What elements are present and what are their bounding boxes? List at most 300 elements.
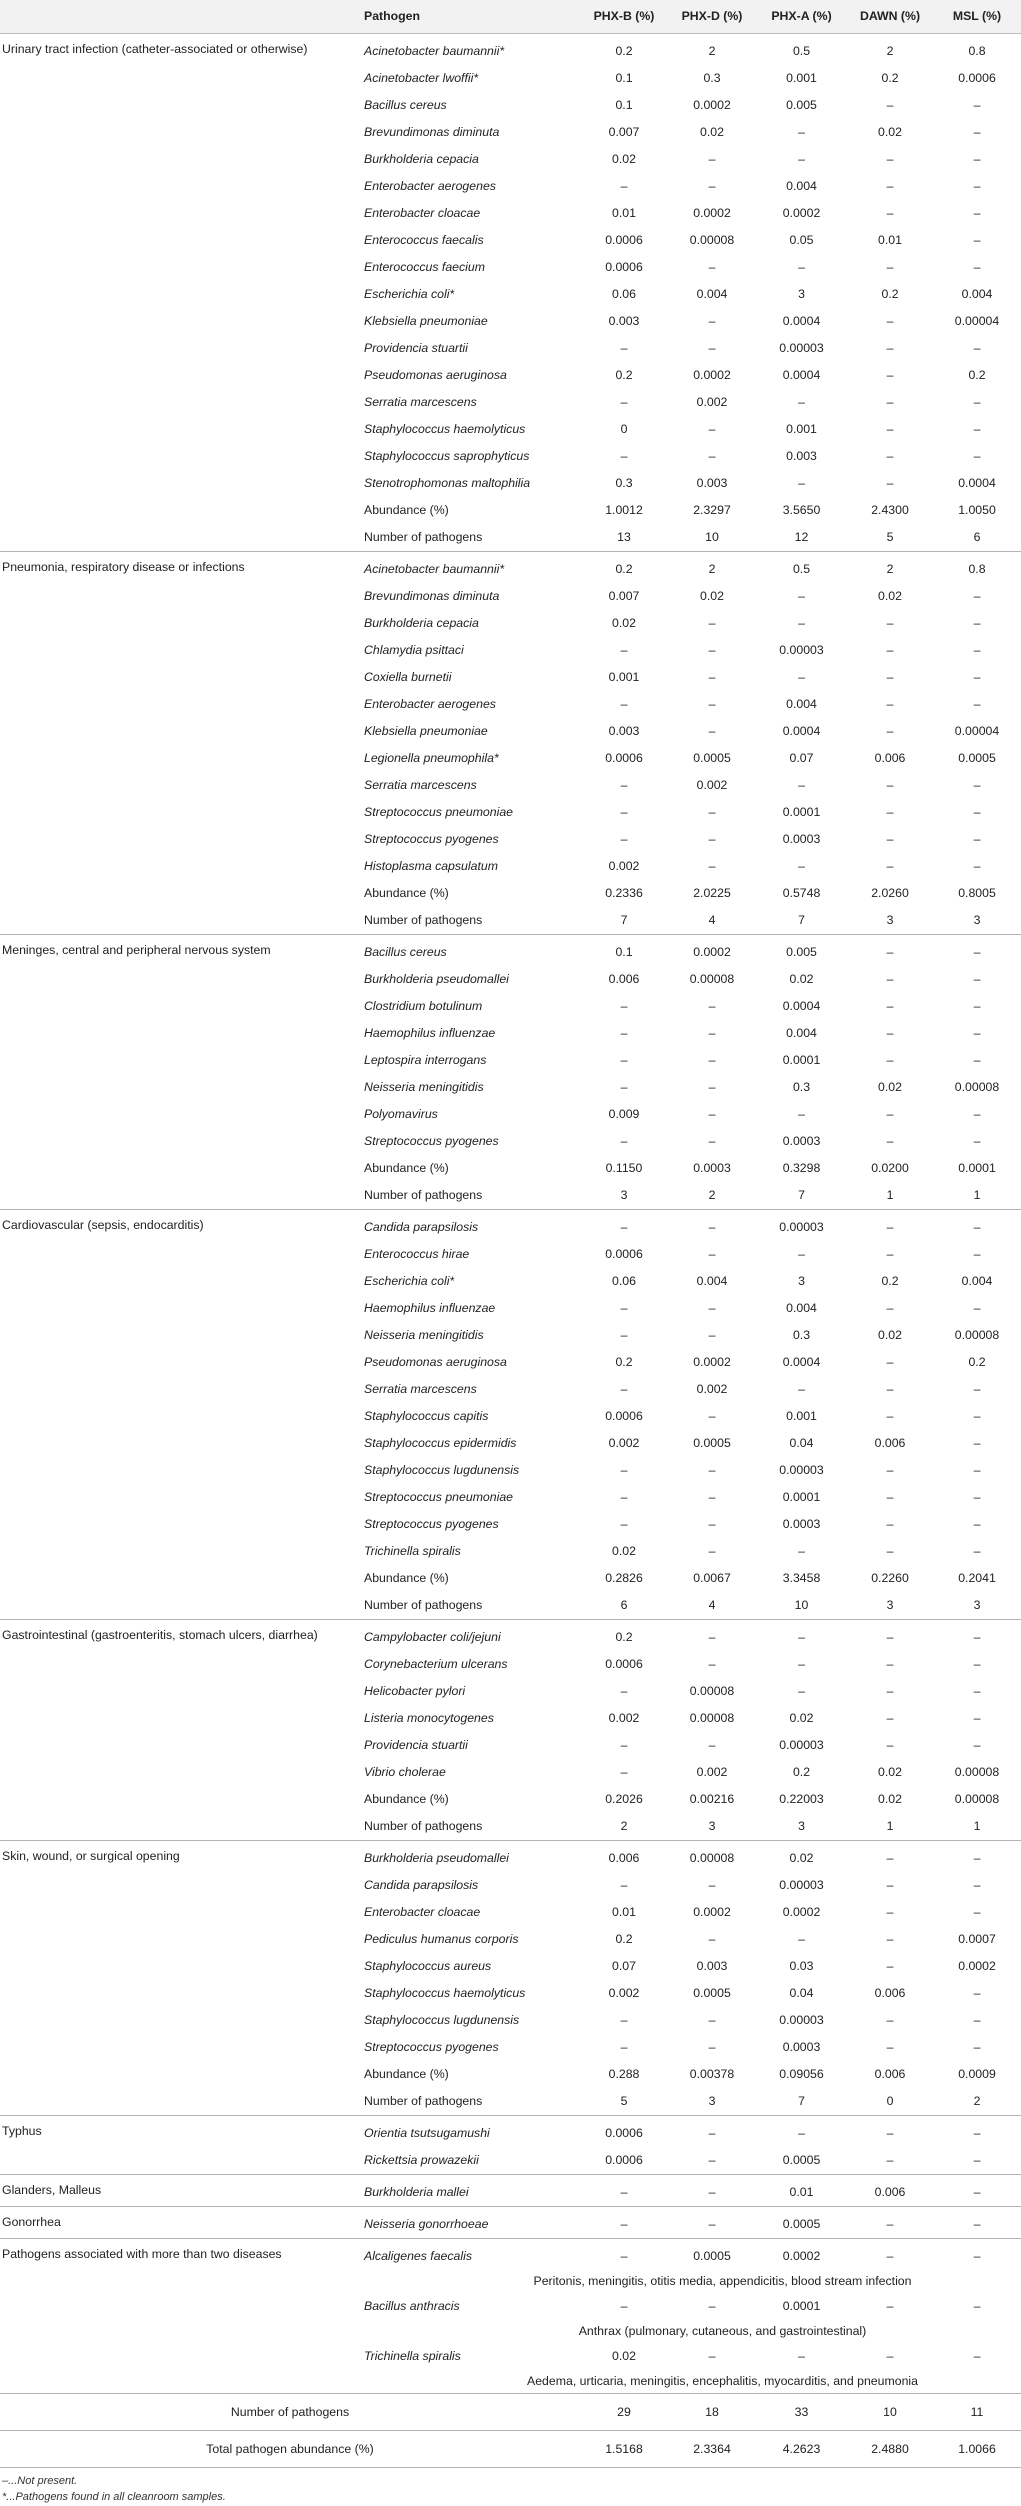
value-phx-b: – (620, 449, 628, 464)
total-phx-d: 18 (668, 2394, 756, 2431)
value-dawn: – (886, 1409, 894, 1424)
value-phx-d: – (708, 1490, 716, 1505)
value-phx-d: – (668, 1210, 756, 1242)
value-dawn: – (886, 395, 894, 410)
value-phx-a: 0.001 (786, 71, 817, 86)
value-phx-b: 0 (620, 422, 628, 437)
value-dawn: 0.2 (881, 71, 899, 86)
value-phx-d: – (708, 2040, 716, 2055)
value-phx-b: 0.0006 (605, 751, 643, 766)
pathogen-name: Acinetobacter lwoffii* (364, 71, 479, 86)
value-phx-b: – (620, 805, 628, 820)
table-row (0, 308, 1021, 335)
footnote-not-present: –...Not present. (2, 2475, 78, 2487)
value-phx-d: – (708, 449, 716, 464)
total-phx-b: 29 (580, 2394, 668, 2431)
value-phx-d: – (708, 1026, 716, 1041)
value-phx-d: 0.004 (696, 1274, 728, 1289)
value-phx-b: 0.06 (612, 287, 636, 302)
value-phx-b: 0.0006 (605, 2153, 643, 2168)
value-phx-d: – (708, 1932, 716, 1947)
disease-cell (0, 200, 364, 227)
value-phx-a: 3 (798, 1819, 805, 1834)
value-dawn: – (886, 1301, 894, 1316)
disease-cell (0, 1047, 364, 1074)
pathogen-name: Number of pathogens (364, 530, 483, 545)
value-msl: – (933, 1210, 1021, 1242)
value-phx-d: 2.3297 (693, 503, 731, 518)
disease-category: Meninges, central and peripheral nervous system (0, 935, 364, 967)
table-row (0, 1841, 1021, 1873)
pathogen-name: Enterobacter cloacae (364, 206, 481, 221)
disease-cell (0, 65, 364, 92)
value-dawn: 0.006 (874, 751, 906, 766)
value-msl: 0.2041 (958, 1571, 996, 1586)
value-dawn: – (847, 1210, 933, 1242)
table-row (0, 907, 1021, 935)
disease-cell (0, 993, 364, 1020)
disease-category: Typhus (0, 2116, 364, 2148)
totals-row (0, 2394, 1021, 2431)
pathogen-name: Staphylococcus capitis (364, 1409, 489, 1424)
value-dawn: – (847, 1841, 933, 1873)
value-msl: 0.004 (961, 1274, 993, 1289)
pathogen-name: Burkholderia pseudomallei (364, 1841, 580, 1873)
value-dawn: – (886, 206, 894, 221)
value-phx-d: 0.0005 (693, 751, 731, 766)
value-dawn: – (886, 2040, 894, 2055)
disease-cell (0, 610, 364, 637)
disease-category: Pathogens associated with more than two diseases (0, 2239, 364, 2271)
value-phx-b: – (620, 697, 628, 712)
value-phx-d: 0.00008 (689, 972, 735, 987)
value-phx-d: 0.002 (696, 1382, 728, 1397)
value-phx-d: 0.0002 (693, 98, 731, 113)
value-msl: 0.00004 (954, 314, 1000, 329)
value-phx-b: 0.07 (612, 1959, 636, 1974)
value-msl: – (973, 1684, 981, 1699)
value-phx-b: 0.02 (612, 616, 636, 631)
table-row (0, 416, 1021, 443)
value-phx-a: – (798, 1932, 805, 1947)
value-dawn: 0.02 (878, 1080, 902, 1095)
table-row (0, 2088, 1021, 2116)
value-phx-d: – (708, 2299, 716, 2314)
value-phx-d: – (708, 1080, 716, 1095)
value-phx-d: – (708, 152, 716, 167)
pathogen-name: Abundance (%) (364, 1792, 449, 1807)
table-row (0, 2175, 1021, 2207)
table-row (0, 1759, 1021, 1786)
value-dawn: – (886, 152, 894, 167)
table-row (0, 1295, 1021, 1322)
value-dawn: 0.0200 (871, 1161, 909, 1176)
value-dawn: 0.006 (847, 2175, 933, 2207)
disease-cell (0, 1128, 364, 1155)
value-phx-a: 0.0003 (782, 832, 821, 847)
value-phx-a: 0.0003 (782, 1517, 821, 1532)
value-phx-d: 0.0005 (693, 1986, 731, 2001)
table-row (0, 1705, 1021, 1732)
disease-cell (0, 1899, 364, 1926)
value-phx-b: 5 (620, 2094, 628, 2109)
disease-cell (0, 1872, 364, 1899)
value-phx-b: 0.001 (608, 670, 640, 685)
value-msl: 0.00008 (954, 1080, 1000, 1095)
total-dawn: 10 (847, 2394, 933, 2431)
value-msl: – (933, 2175, 1021, 2207)
value-phx-b: 0.01 (612, 1905, 636, 1920)
disease-category: Cardiovascular (sepsis, endocarditis) (0, 1210, 364, 1242)
table-row (0, 966, 1021, 993)
value-phx-d: 0.003 (696, 1959, 728, 1974)
value-msl: 1 (973, 1819, 981, 1834)
value-phx-b: 0.02 (612, 152, 636, 167)
disease-cell (0, 1565, 364, 1592)
table-row (0, 1376, 1021, 1403)
value-phx-a: 0.3 (792, 1080, 811, 1095)
value-msl: – (973, 2349, 981, 2364)
value-phx-a: – (798, 476, 805, 491)
table-row (0, 92, 1021, 119)
value-phx-a: 0.03 (789, 1959, 814, 1974)
totals-label: Number of pathogens (0, 2394, 580, 2431)
value-phx-d: 0.00008 (689, 233, 735, 248)
value-phx-d: – (708, 179, 716, 194)
pathogen-name: Neisseria meningitidis (364, 1328, 484, 1343)
value-msl: – (973, 260, 981, 275)
table-row (0, 1538, 1021, 1565)
header-phx-d: PHX-D (%) (668, 0, 756, 34)
value-phx-b: 0.01 (612, 206, 636, 221)
table-row (0, 1678, 1021, 1705)
disease-cell (0, 1403, 364, 1430)
disease-cell (0, 745, 364, 772)
value-dawn: – (886, 1878, 894, 1893)
pathogen-name: Number of pathogens (364, 913, 483, 928)
table-row (0, 552, 1021, 584)
disease-cell (0, 1511, 364, 1538)
pathogen-name: Burkholderia cepacia (364, 152, 479, 167)
value-msl: – (933, 935, 1021, 967)
pathogen-name: Abundance (%) (364, 1161, 449, 1176)
disease-association-row (0, 2320, 1021, 2343)
value-phx-b: – (620, 179, 628, 194)
pathogen-name: Providencia stuartii (364, 341, 468, 356)
value-phx-d: – (708, 422, 716, 437)
value-dawn: 0.02 (878, 1792, 902, 1807)
value-phx-b: 0.0006 (605, 260, 643, 275)
value-phx-a: – (798, 778, 805, 793)
value-phx-a: 0.5 (756, 34, 847, 66)
table-row (0, 745, 1021, 772)
value-phx-d: – (708, 1134, 716, 1149)
pathogen-name: Serratia marcescens (364, 1382, 477, 1397)
table-row (0, 1872, 1021, 1899)
disease-category: Gonorrhea (0, 2207, 364, 2239)
value-msl: – (973, 206, 981, 221)
disease-cell (0, 583, 364, 610)
value-msl: – (973, 1053, 981, 1068)
value-msl: 0.0005 (958, 751, 996, 766)
disease-cell (0, 966, 364, 993)
value-phx-d: – (668, 2116, 756, 2148)
table-row (0, 935, 1021, 967)
value-dawn: – (886, 1247, 894, 1262)
value-phx-a: 0.2 (792, 1765, 811, 1780)
table-row (0, 119, 1021, 146)
table-row (0, 826, 1021, 853)
disease-cell (0, 416, 364, 443)
table-row (0, 1953, 1021, 1980)
value-phx-d: 0.002 (696, 395, 728, 410)
disease-association-row (0, 2270, 1021, 2293)
value-dawn: – (886, 1107, 894, 1122)
value-msl: – (973, 449, 981, 464)
table-row (0, 1430, 1021, 1457)
value-phx-a: 0.005 (756, 935, 847, 967)
value-phx-a: – (798, 670, 805, 685)
value-phx-b: – (620, 1382, 628, 1397)
value-msl: – (973, 778, 981, 793)
disease-cell (0, 1349, 364, 1376)
pathogen-name: Acinetobacter baumannii* (364, 34, 580, 66)
value-phx-a: 0.02 (789, 1711, 814, 1726)
value-phx-d: – (668, 2175, 756, 2207)
value-phx-b: 0.003 (608, 314, 640, 329)
value-dawn: 0.006 (874, 1436, 906, 1451)
value-msl: – (973, 972, 981, 987)
value-phx-b: – (580, 2239, 668, 2271)
pathogen-name: Clostridium botulinum (364, 999, 483, 1014)
table-row (0, 146, 1021, 173)
pathogen-name: Pediculus humanus corporis (364, 1932, 519, 1947)
value-dawn: – (886, 1738, 894, 1753)
value-phx-a: 7 (798, 1188, 805, 1203)
value-phx-b: – (620, 1328, 628, 1343)
table-row (0, 1349, 1021, 1376)
value-phx-d: 2 (708, 1188, 716, 1203)
value-phx-a: – (798, 616, 805, 631)
disease-cell (0, 254, 364, 281)
disease-cell (0, 1268, 364, 1295)
value-msl: 6 (973, 530, 981, 545)
disease-cell (0, 1651, 364, 1678)
totals-row (0, 2431, 1021, 2468)
value-msl: 0.0002 (958, 1959, 996, 1974)
value-phx-d: – (708, 314, 716, 329)
value-phx-b: – (620, 1878, 628, 1893)
disease-category: Skin, wound, or surgical opening (0, 1841, 364, 1873)
value-phx-d: – (708, 341, 716, 356)
value-phx-b: 0.2 (580, 552, 668, 584)
value-phx-a: – (798, 152, 805, 167)
value-msl: – (973, 859, 981, 874)
pathogen-name: Candida parapsilosis (364, 1210, 580, 1242)
value-phx-a: 0.00003 (779, 1878, 824, 1893)
table-row (0, 1786, 1021, 1813)
value-msl: 0.00004 (954, 724, 1000, 739)
header-phx-b: PHX-B (%) (580, 0, 668, 34)
value-phx-d: – (708, 1657, 716, 1672)
value-phx-a: 10 (794, 1598, 809, 1613)
value-phx-d: 2 (668, 552, 756, 584)
value-dawn: – (886, 1684, 894, 1699)
value-phx-d: 0.00008 (689, 1711, 735, 1726)
value-phx-d: 0.0002 (693, 206, 731, 221)
value-phx-d: 0.00378 (689, 2067, 735, 2082)
value-msl: – (973, 999, 981, 1014)
value-phx-d: – (708, 724, 716, 739)
pathogen-name: Enterococcus faecium (364, 260, 485, 275)
value-phx-b: – (620, 832, 628, 847)
value-msl: 0.2 (968, 1355, 986, 1370)
value-msl: – (973, 1738, 981, 1753)
pathogen-name: Trichinella spiralis (364, 1544, 461, 1559)
header-disease (0, 0, 364, 34)
value-phx-a: 0.00003 (779, 1738, 824, 1753)
value-dawn: – (886, 1355, 894, 1370)
disease-cell (0, 1813, 364, 1841)
value-dawn: – (886, 98, 894, 113)
value-phx-d: 4 (708, 1598, 716, 1613)
pathogen-name: Streptococcus pyogenes (364, 1134, 499, 1149)
pathogen-name: Burkholderia cepacia (364, 616, 479, 631)
value-phx-d: 0.0002 (693, 1905, 731, 1920)
table-row (0, 1128, 1021, 1155)
value-phx-a: 0.00003 (756, 1210, 847, 1242)
pathogen-name: Streptococcus pneumoniae (364, 805, 514, 820)
value-phx-d: 4 (708, 913, 716, 928)
table-row (0, 1980, 1021, 2007)
value-phx-a: 0.0004 (782, 368, 821, 383)
table-row (0, 1155, 1021, 1182)
value-phx-a: 0.3 (792, 1328, 811, 1343)
pathogen-name: Staphylococcus haemolyticus (364, 422, 526, 437)
value-msl: 0.0006 (958, 71, 996, 86)
disease-cell (0, 1592, 364, 1620)
disease-cell (0, 2320, 364, 2343)
value-phx-d: – (708, 1738, 716, 1753)
value-msl: – (973, 805, 981, 820)
pathogen-name: Neisseria gonorrhoeae (364, 2207, 580, 2239)
table-row (0, 524, 1021, 552)
value-phx-a: 7 (798, 2094, 805, 2109)
pathogen-name: Vibrio cholerae (364, 1765, 446, 1780)
pathogen-name: Orientia tsutsugamushi (364, 2116, 580, 2148)
value-dawn: – (847, 1620, 933, 1652)
table-row (0, 2034, 1021, 2061)
table-row (0, 1457, 1021, 1484)
value-dawn: 0.2 (881, 287, 899, 302)
value-phx-b: 0.007 (608, 589, 640, 604)
value-phx-b: 0.2 (615, 1355, 633, 1370)
value-phx-d: – (708, 697, 716, 712)
value-phx-a: – (756, 1620, 847, 1652)
disease-cell (0, 2270, 364, 2293)
value-msl: – (973, 1026, 981, 1041)
value-phx-b: 0.003 (608, 724, 640, 739)
value-phx-d: 0.0003 (693, 1161, 731, 1176)
table-row (0, 637, 1021, 664)
value-phx-d: 0.02 (700, 589, 724, 604)
pathogen-name: Bacillus cereus (364, 98, 447, 113)
table-row (0, 362, 1021, 389)
value-dawn: 0.2260 (871, 1571, 909, 1586)
value-phx-b: – (620, 2040, 628, 2055)
table-row (0, 1074, 1021, 1101)
value-phx-d: – (708, 2013, 716, 2028)
value-dawn: – (886, 2013, 894, 2028)
pathogen-name: Corynebacterium ulcerans (364, 1657, 508, 1672)
value-phx-d: – (668, 2207, 756, 2239)
value-dawn: 1 (886, 1188, 894, 1203)
value-msl: – (973, 1544, 981, 1559)
pathogen-name: Escherichia coli* (364, 287, 455, 302)
table-row (0, 691, 1021, 718)
disease-association-row (0, 2370, 1021, 2394)
value-phx-b: – (620, 1026, 628, 1041)
table-row (0, 1484, 1021, 1511)
value-phx-b: 0.006 (608, 972, 640, 987)
disease-cell (0, 2088, 364, 2116)
value-msl: – (933, 1620, 1021, 1652)
table-row (0, 1210, 1021, 1242)
value-phx-b: 0.006 (580, 1841, 668, 1873)
value-phx-a: 0.0005 (782, 2153, 821, 2168)
pathogen-name: Pseudomonas aeruginosa (364, 368, 507, 383)
table-row (0, 799, 1021, 826)
value-msl: 0.8 (933, 34, 1021, 66)
value-phx-b: 6 (620, 1598, 628, 1613)
value-phx-d: 0.0005 (668, 2239, 756, 2271)
pathogen-name: Staphylococcus haemolyticus (364, 1986, 526, 2001)
value-dawn: – (886, 179, 894, 194)
disease-cell (0, 173, 364, 200)
value-phx-b: 7 (620, 913, 628, 928)
value-msl: – (973, 1711, 981, 1726)
value-msl: 3 (973, 1598, 981, 1613)
pathogen-name: Listeria monocytogenes (364, 1711, 494, 1726)
table-row (0, 718, 1021, 745)
pathogen-name: Streptococcus pyogenes (364, 832, 499, 847)
value-msl: 3 (973, 913, 981, 928)
value-phx-b: – (620, 1053, 628, 1068)
value-msl: – (933, 2207, 1021, 2239)
value-phx-a: 12 (794, 530, 809, 545)
value-msl: – (973, 1247, 981, 1262)
table-row (0, 389, 1021, 416)
value-phx-b: 0.2 (580, 34, 668, 66)
value-phx-d: – (708, 1301, 716, 1316)
value-msl: – (973, 2040, 981, 2055)
value-phx-b: – (620, 1080, 628, 1095)
value-dawn: – (886, 1711, 894, 1726)
disease-cell (0, 1074, 364, 1101)
table-row (0, 227, 1021, 254)
table-row (0, 1926, 1021, 1953)
table-row (0, 1241, 1021, 1268)
value-phx-a: 0.005 (786, 98, 817, 113)
value-dawn: – (886, 778, 894, 793)
table-row (0, 281, 1021, 308)
value-msl: 0.00008 (954, 1765, 1000, 1780)
pathogen-name: Number of pathogens (364, 2094, 483, 2109)
pathogen-name: Brevundimonas diminuta (364, 125, 500, 140)
value-phx-b: 0.0006 (605, 233, 643, 248)
disease-cell (0, 907, 364, 935)
pathogen-name: Enterococcus faecalis (364, 233, 484, 248)
